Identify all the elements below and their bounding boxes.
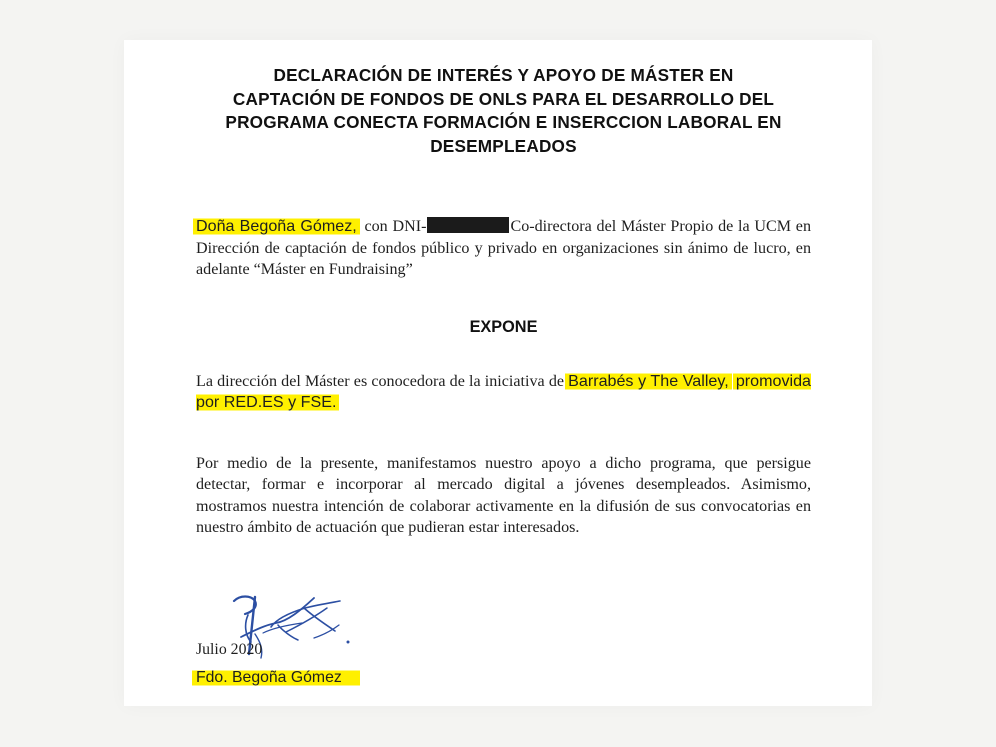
title-line: PROGRAMA CONECTA FORMACIÓN E INSERCCION LABORAL EN bbox=[225, 112, 782, 132]
highlighted-name: Doña Begoña Gómez, bbox=[193, 217, 360, 236]
redaction-bar bbox=[427, 217, 509, 233]
title-line: CAPTACIÓN DE FONDOS DE ONLS PARA EL DESARROLLO DEL bbox=[232, 88, 775, 109]
signature-block bbox=[196, 590, 516, 700]
support-paragraph: Por medio de la presente, manifestamos nuestro apoyo a dicho programa, que persigue detectar, formar e incorporar al mercado digital a jóvenes desempleados. Asimismo, mostramos nuestra intención de colaborar activamente en la difusión de sus convocatorias en nuestro ámbito de actuación que pudieran estar interesados. bbox=[196, 454, 811, 536]
expone-text-before: La dirección del Máster es conocedora de la iniciativa de bbox=[196, 372, 565, 390]
document-page bbox=[124, 40, 872, 706]
dni-prefix: con DNI- bbox=[364, 218, 427, 235]
title-line: DECLARACIÓN DE INTERÉS Y APOYO DE MÁSTER EN bbox=[273, 65, 734, 85]
document-title bbox=[196, 64, 811, 158]
intro-rest-text: Co-directora del Máster Propio de la UCM en Dirección de captación de fondos público y privado en organizaciones sin ánimo de lucro, en adelante “Máster en Fundraising” bbox=[196, 218, 811, 278]
date-line: Julio 2020 bbox=[196, 641, 263, 658]
signer-line bbox=[196, 669, 360, 687]
section-heading-expone: EXPONE bbox=[469, 317, 538, 336]
document-content bbox=[196, 64, 811, 539]
highlighted-promoters: promovida por RED.ES y FSE. bbox=[196, 371, 811, 411]
signer-name: Fdo. Begoña Gómez bbox=[192, 669, 360, 687]
highlighted-initiative: Barrabés y The Valley, bbox=[565, 372, 732, 391]
intro-paragraph bbox=[196, 216, 811, 281]
title-line: DESEMPLEADOS bbox=[430, 135, 577, 156]
expone-paragraph bbox=[196, 371, 811, 414]
